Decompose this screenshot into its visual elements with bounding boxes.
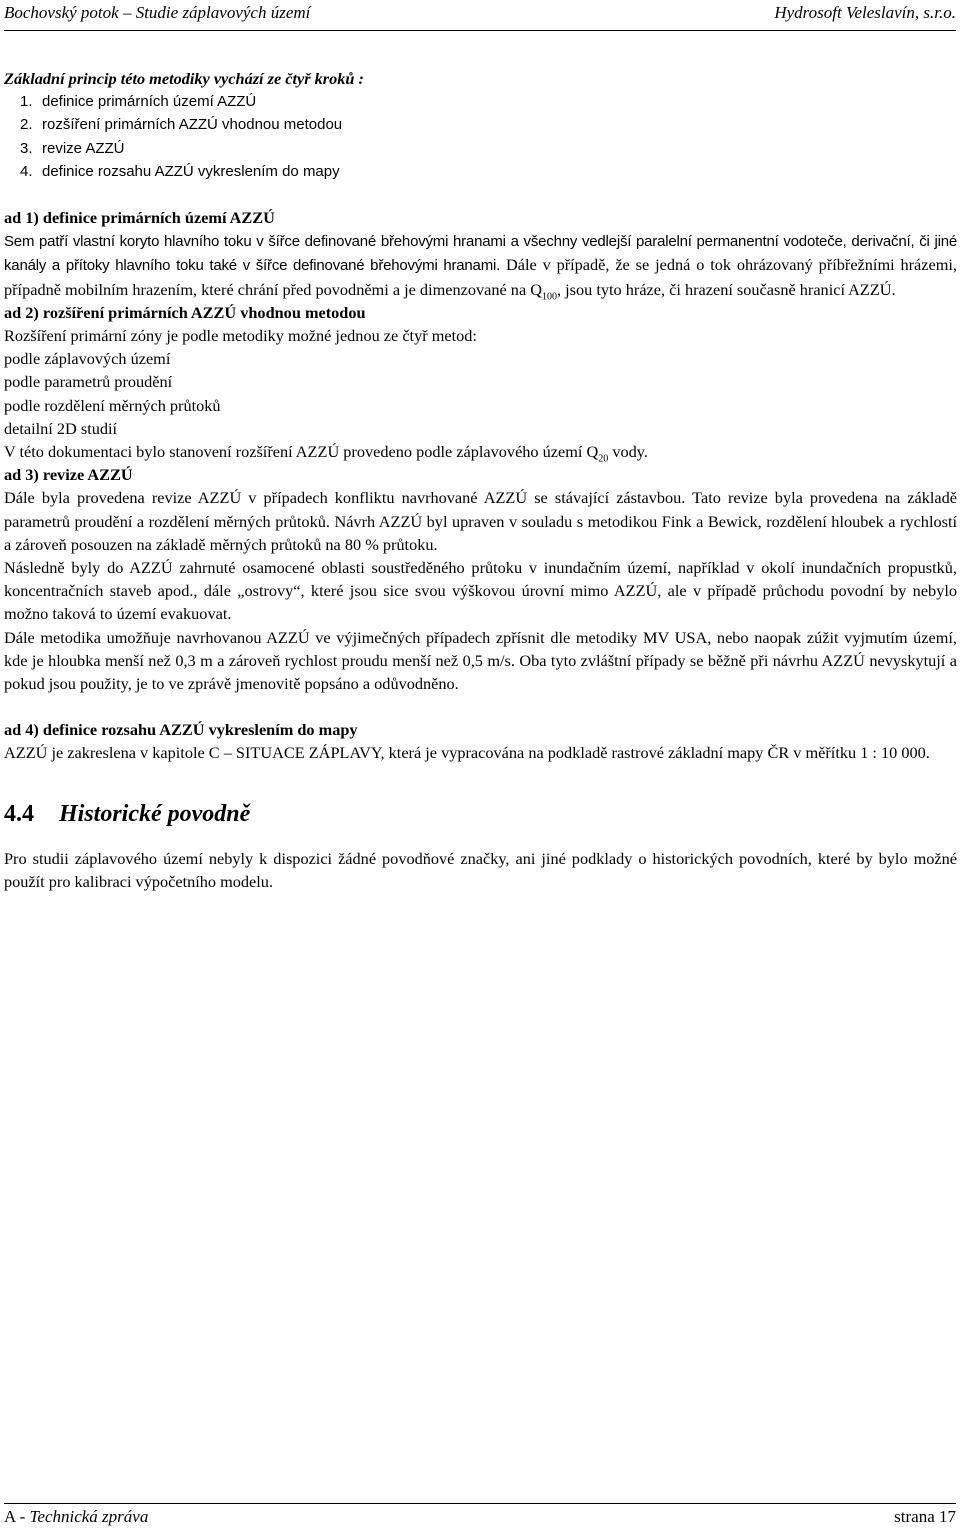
ad2-note-text-a: V této dokumentaci bylo stanovení rozšíření AZZÚ provedeno podle záplavového území Q: [4, 442, 599, 462]
spacer: [4, 183, 957, 206]
ad1-text-b: Dále v případě, že se jedná o tok ohrázovaný příbřežními hrázemi, případně mobilním hrazením, které chrání před povodněmi a je dimenzované na Q: [4, 255, 957, 299]
ad4-heading: ad 4) definice rozsahu AZZÚ vykreslením do mapy: [4, 720, 358, 740]
ad2-intro: Rozšíření primární zóny je podle metodiky možné jednou ze čtyř metod:: [4, 326, 477, 346]
section-heading: [4, 799, 957, 829]
footer-prefix: A -: [4, 1507, 30, 1526]
page-header: [4, 0, 956, 31]
steps-list: [4, 90, 957, 183]
ad1-text-c: , jsou tyto hráze, či hrazení současně hranicí AZZÚ.: [557, 279, 896, 299]
ad1-subscript: 100: [542, 290, 557, 302]
spacer: [4, 695, 957, 718]
step-number: 1.: [20, 93, 33, 111]
ad3-paragraph-2: Následně byly do AZZÚ zahrnuté osamocené oblasti soustředěného průtoku v inundačním území, například v okolí inundačních propustků, koncentračních staveb apod., dále „ostrovy“, které jsou sice svou výškovou úrovní mimo AZZÚ, ale v případě průchodu povodní by nebylo možno taková to území evakuovat.: [4, 558, 957, 624]
page-footer: [4, 1503, 956, 1528]
ad1-text-a: Sem patří vlastní koryto hlavního toku v šířce definované břehovými hranami a všechny vedlejší paralelní permanentní vodoteče, derivační, či jiné kanály a přítoky hlavního toku také v šířce definované břehovými hranami.: [4, 233, 957, 275]
ad4-paragraph: AZZÚ je zakreslena v kapitole C – SITUACE ZÁPLAVY, která je vypracována na podkladě rastrové základní mapy ČR v měřítku 1 : 10 000.: [4, 743, 930, 763]
ad2-note: [4, 440, 957, 463]
step-text: revize AZZÚ: [42, 139, 125, 157]
step-number: 3.: [20, 139, 33, 157]
step-item: [20, 137, 957, 160]
step-item: [20, 90, 957, 113]
step-text: definice primárních území AZZÚ: [42, 93, 257, 111]
section-title: Historické povodně: [59, 800, 251, 827]
footer-doc-name: Technická zpráva: [29, 1507, 149, 1526]
step-number: 2.: [20, 116, 33, 134]
ad2-note-text-b: vody.: [608, 442, 648, 462]
method-item: podle záplavových území: [4, 349, 171, 369]
footer-page-number: strana 17: [894, 1507, 956, 1526]
ad3-paragraph-1: Dále byla provedena revize AZZÚ v případech konfliktu navrhované AZZÚ se stávající zástavbou. Tato revize byla provedena na základě parametrů proudění a rozdělení měrných průtoků. Návrh AZZÚ byl upraven v souladu s metodikou Fink a Bewick, rozdělení hloubek a rychlostí a zároveň posouzen na základě měrných průtoků na 80 % průtoku.: [4, 488, 957, 554]
ad3-heading: ad 3) revize AZZÚ: [4, 465, 133, 485]
ad1-heading: ad 1) definice primárních území AZZÚ: [4, 208, 275, 228]
method-item: detailní 2D studií: [4, 418, 118, 438]
header-project-title: Bochovský potok – Studie záplavových území: [4, 3, 311, 22]
step-text: rozšíření primárních AZZÚ vhodnou metodou: [42, 116, 343, 134]
header-company: Hydrosoft Veleslavín, s.r.o.: [774, 3, 956, 22]
section-number: 4.4: [4, 800, 34, 827]
step-number: 4.: [20, 162, 33, 180]
footer-document: [4, 1504, 148, 1530]
ad2-note-subscript: 20: [598, 453, 609, 465]
method-item: podle parametrů proudění: [4, 372, 173, 392]
method-item: podle rozdělení měrných průtoků: [4, 395, 221, 415]
ad3-paragraph-3: Dále metodika umožňuje navrhovanou AZZÚ ve výjimečných případech zpřísnit dle metodiky MV USA, nebo naopak zúžit vyjmutím území, kde je hloubka menší než 0,3 m a zároveň rychlost proudu menší než 0,5 m/s. Oba tyto zvláštní případy se běžně při návrhu AZZÚ nevyskytují a pokud jsou použity, je to ve zprávě jmenovitě popsáno a odůvodněno.: [4, 627, 957, 694]
section-paragraph: Pro studii záplavového území nebyly k dispozici žádné povodňové značky, ani jiné podklady o historických povodních, které by bylo možné použít pro kalibraci výpočetního modelu.: [4, 848, 957, 891]
step-text: definice rozsahu AZZÚ vykreslením do mapy: [42, 162, 340, 180]
intro-heading: Základní princip této metodiky vychází ze čtyř kroků :: [4, 69, 364, 88]
step-item: [20, 113, 957, 136]
ad2-heading: ad 2) rozšíření primárních AZZÚ vhodnou metodou: [4, 302, 366, 322]
ad1-paragraph: [4, 229, 957, 301]
step-item: [20, 160, 957, 183]
page-content: [4, 67, 957, 893]
